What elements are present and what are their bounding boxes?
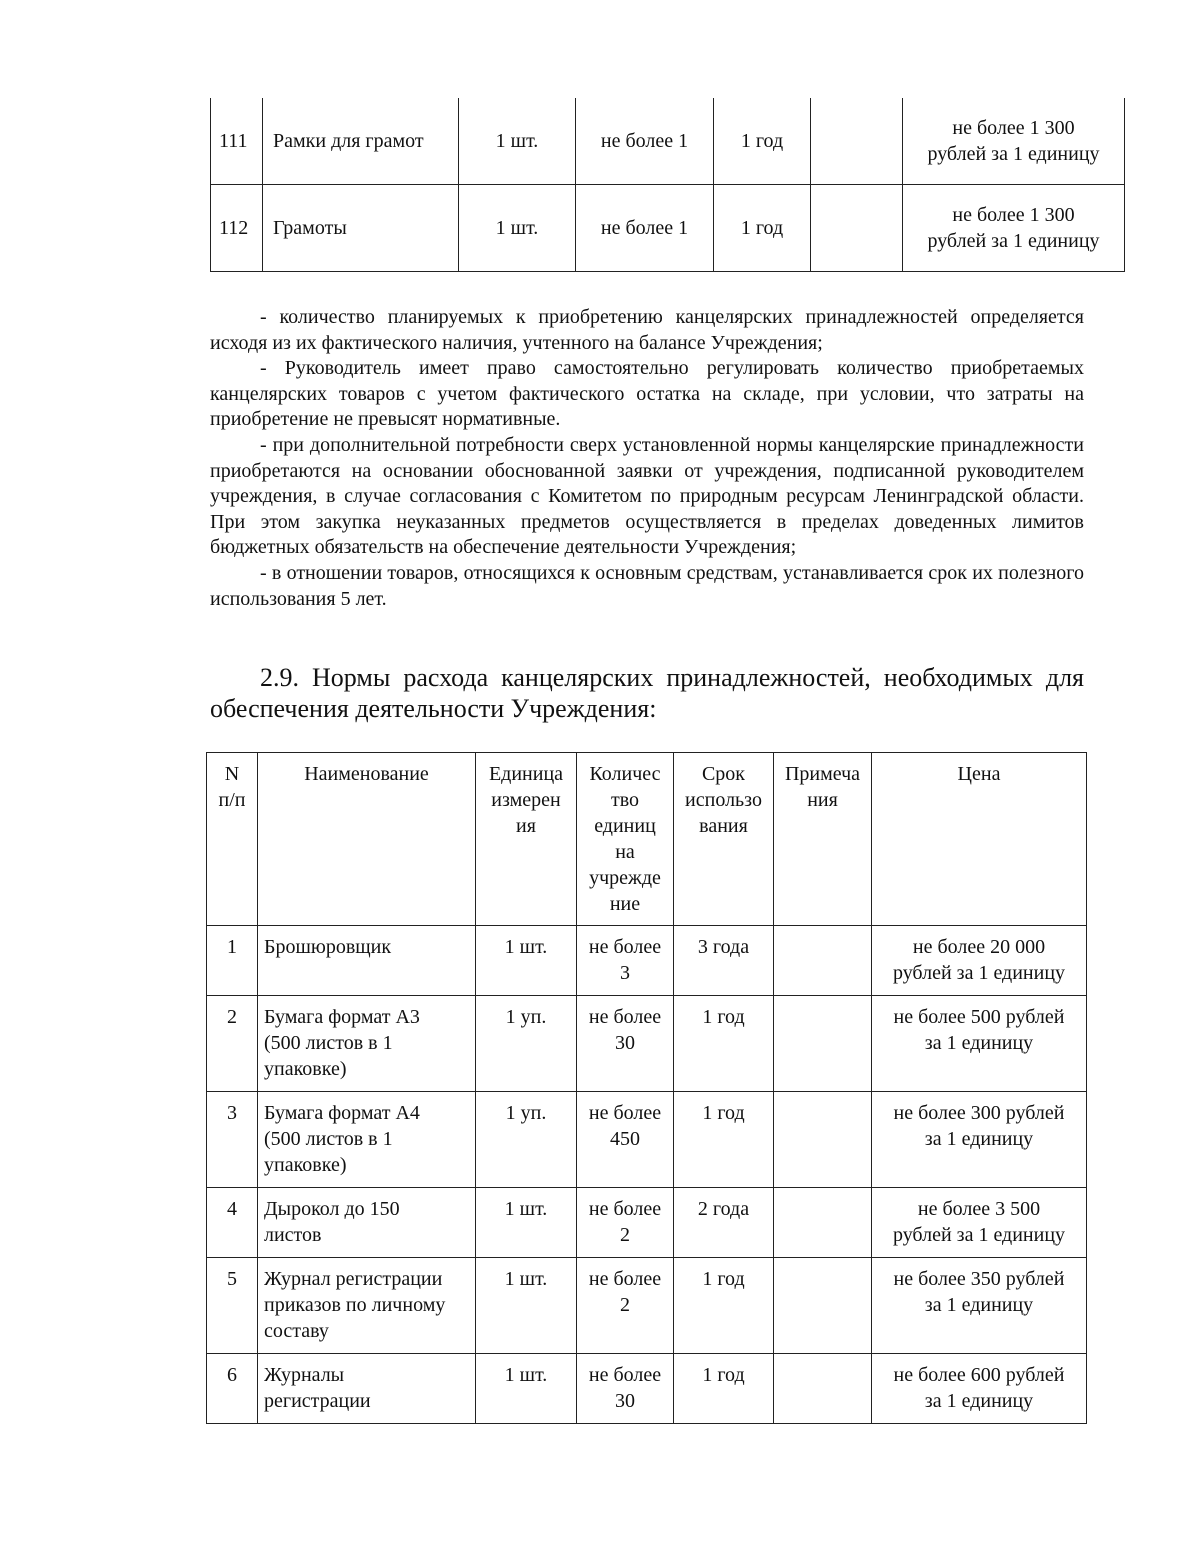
item-term: 1 год bbox=[674, 1258, 774, 1354]
item-qty: не более 1 bbox=[576, 98, 714, 185]
item-unit: 1 шт. bbox=[459, 185, 576, 272]
paragraph: - при дополнительной потребности сверх установленной нормы канцелярские принадлежности приобретаются на основании обоснованной заявки от учреждения, подписанной руководителем учреждения, в случае согласования с Комитетом по природным ресурсам Ленинградской области. При этом закупка неуказанных предметов осуществляется в пределах доведенных лимитов бюджетных обязательств на обеспечение деятельности Учреждения; bbox=[210, 433, 1084, 559]
item-term: 1 год bbox=[674, 1092, 774, 1188]
section-heading: 2.9. Нормы расхода канцелярских принадлежностей, необходимых для обеспечения деятельности Учреждения: bbox=[210, 663, 1084, 723]
item-term: 3 года bbox=[674, 926, 774, 996]
item-price: не более 500 рублей за 1 единицу bbox=[872, 996, 1087, 1092]
paragraph: - количество планируемых к приобретению канцелярских принадлежностей определяется исходя из их фактического наличия, учтенного на балансе Учреждения; bbox=[210, 306, 1084, 354]
item-qty: не более 30 bbox=[577, 996, 674, 1092]
item-name: Бумага формат А3 (500 листов в 1 упаковке) bbox=[258, 996, 476, 1092]
item-qty: не более 1 bbox=[576, 185, 714, 272]
item-price: не более 350 рублей за 1 единицу bbox=[872, 1258, 1087, 1354]
item-unit: 1 шт. bbox=[476, 1354, 577, 1424]
table-row bbox=[207, 996, 1087, 1092]
item-note bbox=[774, 1092, 872, 1188]
item-name: Грамоты bbox=[263, 185, 459, 272]
item-note bbox=[774, 926, 872, 996]
item-unit: 1 уп. bbox=[476, 1092, 577, 1188]
item-qty: не более 2 bbox=[577, 1258, 674, 1354]
table-row bbox=[207, 1258, 1087, 1354]
item-unit: 1 шт. bbox=[476, 1258, 577, 1354]
item-name: Журналы регистрации bbox=[258, 1354, 476, 1424]
row-number: 111 bbox=[211, 98, 263, 185]
table-row bbox=[211, 185, 1125, 272]
item-term: 1 год bbox=[674, 1354, 774, 1424]
item-unit: 1 шт. bbox=[476, 926, 577, 996]
row-number: 6 bbox=[207, 1354, 258, 1424]
item-name: Журнал регистрации приказов по личному составу bbox=[258, 1258, 476, 1354]
table-row bbox=[207, 1354, 1087, 1424]
item-name: Рамки для грамот bbox=[263, 98, 459, 185]
header-unit: Единица измерен ия bbox=[476, 753, 577, 926]
row-number: 3 bbox=[207, 1092, 258, 1188]
table-header-row bbox=[207, 753, 1087, 926]
item-unit: 1 шт. bbox=[459, 98, 576, 185]
item-qty: не более 3 bbox=[577, 926, 674, 996]
row-number: 5 bbox=[207, 1258, 258, 1354]
table-row bbox=[207, 926, 1087, 996]
header-note: Примеча ния bbox=[774, 753, 872, 926]
item-price: не более 300 рублей за 1 единицу bbox=[872, 1092, 1087, 1188]
main-table bbox=[206, 752, 1087, 1424]
item-note bbox=[774, 1258, 872, 1354]
item-note bbox=[774, 1188, 872, 1258]
item-name: Дырокол до 150 листов bbox=[258, 1188, 476, 1258]
row-number: 2 bbox=[207, 996, 258, 1092]
header-qty: Количес тво единиц на учрежде ние bbox=[577, 753, 674, 926]
item-price: не более 600 рублей за 1 единицу bbox=[872, 1354, 1087, 1424]
item-qty: не более 2 bbox=[577, 1188, 674, 1258]
paragraph: - Руководитель имеет право самостоятельно регулировать количество приобретаемых канцелярских товаров с учетом фактического остатка на складе, при условии, что затраты на приобретение не превысят нормативные. bbox=[210, 357, 1084, 431]
item-qty: не более 450 bbox=[577, 1092, 674, 1188]
header-name: Наименование bbox=[258, 753, 476, 926]
item-term: 2 года bbox=[674, 1188, 774, 1258]
item-term: 1 год bbox=[714, 98, 811, 185]
table-row bbox=[207, 1092, 1087, 1188]
item-unit: 1 уп. bbox=[476, 996, 577, 1092]
row-number: 1 bbox=[207, 926, 258, 996]
row-number: 112 bbox=[211, 185, 263, 272]
item-price: не более 20 000 рублей за 1 единицу bbox=[872, 926, 1087, 996]
item-price: не более 1 300 рублей за 1 единицу bbox=[903, 98, 1125, 185]
item-note bbox=[774, 1354, 872, 1424]
item-qty: не более 30 bbox=[577, 1354, 674, 1424]
item-note bbox=[774, 996, 872, 1092]
item-price: не более 3 500 рублей за 1 единицу bbox=[872, 1188, 1087, 1258]
item-note bbox=[811, 185, 903, 272]
item-unit: 1 шт. bbox=[476, 1188, 577, 1258]
row-number: 4 bbox=[207, 1188, 258, 1258]
header-price: Цена bbox=[872, 753, 1087, 926]
header-term: Срок использо вания bbox=[674, 753, 774, 926]
header-num: N п/п bbox=[207, 753, 258, 926]
item-term: 1 год bbox=[714, 185, 811, 272]
item-note bbox=[811, 98, 903, 185]
item-term: 1 год bbox=[674, 996, 774, 1092]
top-table bbox=[210, 98, 1125, 272]
item-price: не более 1 300 рублей за 1 единицу bbox=[903, 185, 1125, 272]
item-name: Брошюровщик bbox=[258, 926, 476, 996]
table-row bbox=[211, 98, 1125, 185]
paragraph: - в отношении товаров, относящихся к основным средствам, устанавливается срок их полезного использования 5 лет. bbox=[210, 561, 1084, 610]
table-row bbox=[207, 1188, 1087, 1258]
rules-text bbox=[210, 305, 1084, 612]
item-name: Бумага формат А4 (500 листов в 1 упаковке) bbox=[258, 1092, 476, 1188]
